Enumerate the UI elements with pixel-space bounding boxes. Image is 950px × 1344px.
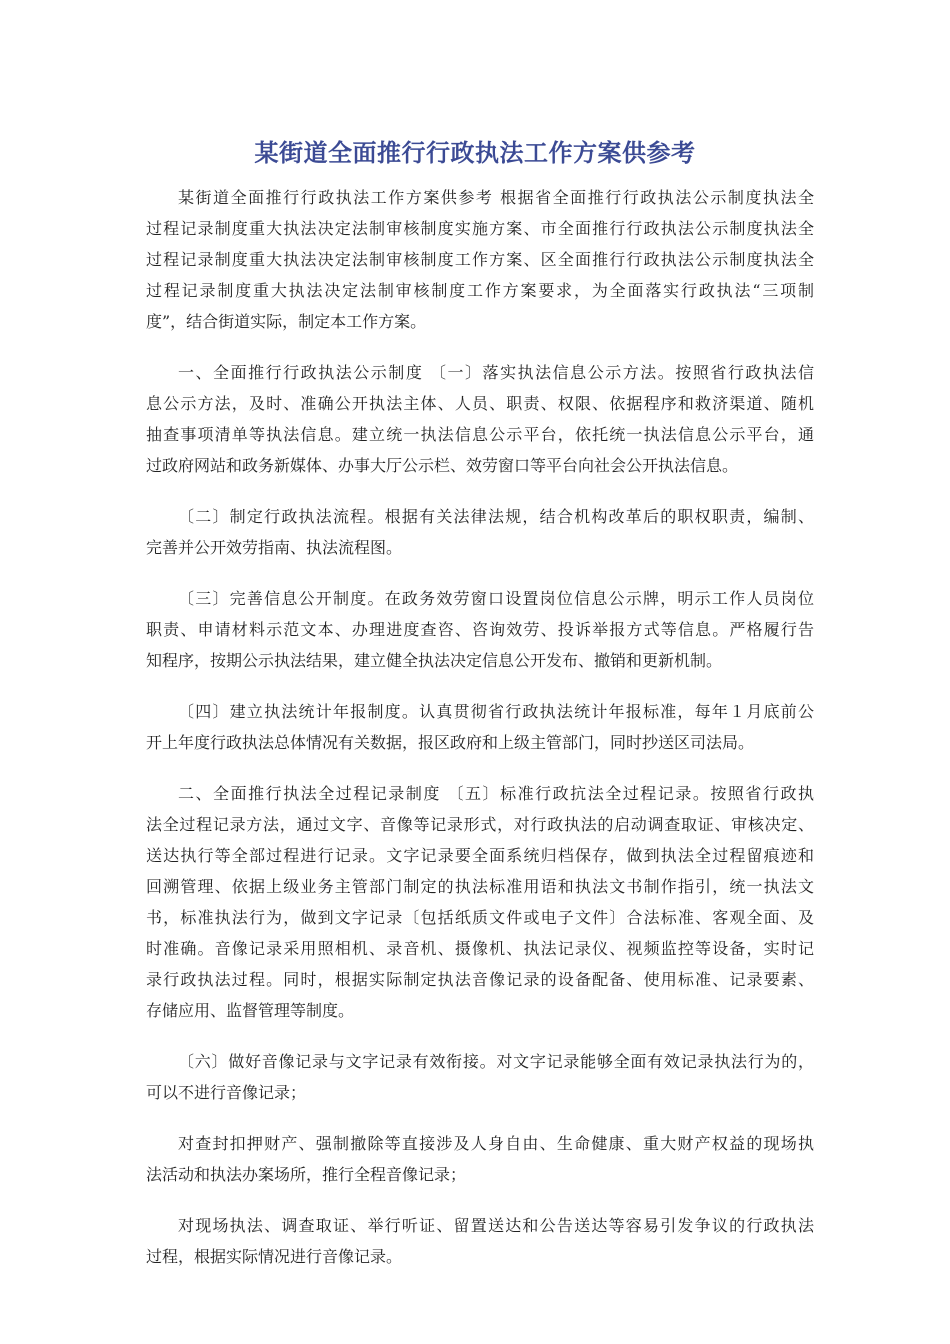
paragraph-line: 二、全面推行执法全过程记录制度 〔五〕标准行政抗法全过程记录。按照省行政执 <box>178 784 814 803</box>
paragraph-line: 送达执行等全部过程进行记录。文字记录要全面系统归档保存，做到执法全过程留痕迹和 <box>146 846 814 865</box>
paragraph <box>146 1046 814 1108</box>
paragraph-line: 存储应用、监督管理等制度。 <box>146 1001 355 1020</box>
paragraph-line: 〔六〕做好音像记录与文字记录有效衔接。对文字记录能够全面有效记录执法行为的， <box>178 1052 814 1071</box>
paragraph <box>146 583 814 676</box>
paragraph <box>146 778 814 1026</box>
paragraph-line: 一、全面推行行政执法公示制度 〔一〕落实执法信息公示方法。按照省行政执法信 <box>178 363 814 382</box>
paragraph-line: 可以不进行音像记录； <box>146 1083 307 1102</box>
paragraph <box>146 1210 814 1272</box>
paragraph-line: 〔二〕制定行政执法流程。根据有关法律法规，结合机构改革后的职权职责，编制、 <box>178 507 814 526</box>
paragraph-line: 录行政执法过程。同时，根据实际制定执法音像记录的设备配备、使用标准、记录要素、 <box>146 970 814 989</box>
paragraph-line: 抽查事项清单等执法信息。建立统一执法信息公示平台，依托统一执法信息公示平台，通 <box>146 425 814 444</box>
paragraph <box>146 501 814 563</box>
paragraph <box>146 696 814 758</box>
paragraph-line: 对现场执法、调查取证、举行听证、留置送达和公告送达等容易引发争议的行政执法 <box>178 1216 814 1235</box>
paragraph-line: 过程记录制度重大执法决定法制审核制度工作方案要求，为全面落实行政执法“三项制 <box>146 281 814 300</box>
paragraph-line: 过程，根据实际情况进行音像记录。 <box>146 1247 403 1266</box>
paragraph-line: 息公示方法，及时、准确公开执法主体、人员、职责、权限、依据程序和救济渠道、随机 <box>146 394 814 413</box>
paragraph-line: 职责、申请材料示范文本、办理进度查咨、咨询效劳、投诉举报方式等信息。严格履行告 <box>146 620 814 639</box>
paragraph-line: 完善并公开效劳指南、执法流程图。 <box>146 538 403 557</box>
paragraph-line: 某街道全面推行行政执法工作方案供参考 根据省全面推行行政执法公示制度执法全 <box>178 188 814 207</box>
paragraph-line: 过程记录制度重大执法决定法制审核制度实施方案、市全面推行行政执法公示制度执法全 <box>146 219 814 238</box>
paragraph-line: 对查封扣押财产、强制撤除等直接涉及人身自由、生命健康、重大财产权益的现场执 <box>178 1134 814 1153</box>
paragraph <box>146 182 814 337</box>
paragraph-line: 时准确。音像记录采用照相机、录音机、摄像机、执法记录仪、视频监控等设备，实时记 <box>146 939 814 958</box>
paragraph-line: 〔四〕建立执法统计年报制度。认真贯彻省行政执法统计年报标准，每年１月底前公 <box>178 702 814 721</box>
paragraph-line: 知程序，按期公示执法结果，建立健全执法决定信息公开发布、撤销和更新机制。 <box>146 651 723 670</box>
paragraph-line: 过政府网站和政务新媒体、办事大厅公示栏、效劳窗口等平台向社会公开执法信息。 <box>146 456 739 475</box>
document-title: 某街道全面推行行政执法工作方案供参考 <box>254 139 696 167</box>
paragraph-line: 书，标准执法行为，做到文字记录〔包括纸质文件或电子文件〕合法标准、客观全面、及 <box>146 908 814 927</box>
paragraph <box>146 357 814 481</box>
paragraph-line: 法全过程记录方法，通过文字、音像等记录形式，对行政执法的启动调查取证、审核决定、 <box>146 815 814 834</box>
paragraph-line: 开上年度行政执法总体情况有关数据，报区政府和上级主管部门，同时抄送区司法局。 <box>146 733 755 752</box>
paragraph-line: 〔三〕完善信息公开制度。在政务效劳窗口设置岗位信息公示牌，明示工作人员岗位 <box>178 589 814 608</box>
paragraph-line: 法活动和执法办案场所，推行全程音像记录； <box>146 1165 467 1184</box>
document-body <box>146 182 814 1292</box>
paragraph-line: 回溯管理、依据上级业务主管部门制定的执法标准用语和执法文书制作指引，统一执法文 <box>146 877 814 896</box>
paragraph-line: 过程记录制度重大执法决定法制审核制度工作方案、区全面推行行政执法公示制度执法全 <box>146 250 814 269</box>
paragraph <box>146 1128 814 1190</box>
paragraph-line: 度”，结合街道实际，制定本工作方案。 <box>146 312 427 331</box>
